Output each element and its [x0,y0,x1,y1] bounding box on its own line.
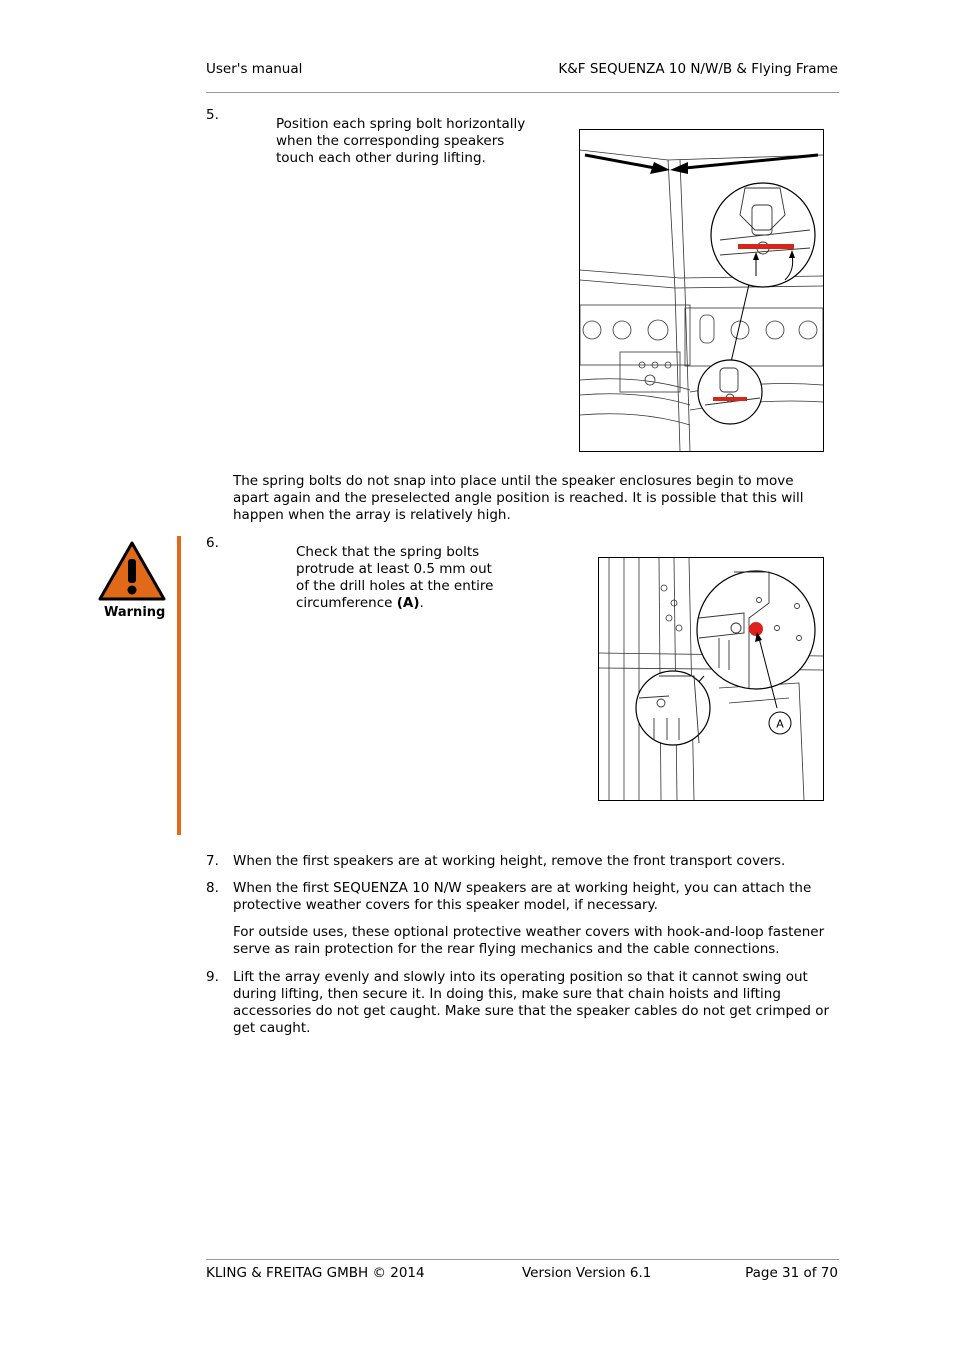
step-6-callout-ref: (A) [396,595,420,611]
figure-spring-bolt-protrusion [598,557,824,801]
note-paragraph: The spring bolts do not snap into place until the speaker enclosures begin to move apart again and the preselected angle position is reached. It is possible that this will happen when the array is relatively high. [233,473,804,523]
warning-bar [177,536,181,835]
step-8-text: When the first SEQUENZA 10 N/W speakers are at working height, you can attach the protective weather covers for this speaker model, if necessary. [233,880,812,913]
figure-spring-bolt-horizontal [579,129,824,452]
step-8-subtext: For outside uses, these optional protective weather covers with hook-and-loop fastener serve as rain protection for the rear flying mechanics and the cable connections. [233,924,825,957]
step-6-text-main: Check that the spring bolts protrude at least 0.5 mm out of the drill holes at the entire circumference [296,544,494,611]
footer-company: KLING & FREITAG GMBH © 2014 [206,1265,425,1281]
footer-page-number: Page 31 of 70 [745,1265,838,1281]
step-9-text: Lift the array evenly and slowly into its operating position so that it cannot swing out during lifting, then secure it. In doing this, make sure that chain hoists and lifting accessories do not get caught. Make sure that the speaker cables do not get crimped or get caught. [233,969,830,1036]
header-left: User's manual [206,61,303,77]
step-5-number: 5. [206,107,219,123]
step-6-text-end: . [419,595,424,611]
step-5-text: Position each spring bolt horizontally when the corresponding speakers touch each other during lifting. [276,116,526,166]
header-right: K&F SEQUENZA 10 N/W/B & Flying Frame [558,61,838,77]
step-9-number: 9. [206,969,219,985]
footer-version: Version Version 6.1 [522,1265,652,1281]
warning-label: Warning [104,605,166,620]
header-rule [206,92,839,93]
step-7-number: 7. [206,853,219,869]
step-8-number: 8. [206,880,219,896]
step-6-text [296,544,506,612]
step-6-number: 6. [206,535,219,551]
warning-triangle-icon [98,541,166,601]
step-7-text: When the first speakers are at working height, remove the front transport covers. [233,853,786,869]
footer-rule [206,1259,839,1260]
callout-a-label: A [776,717,784,731]
